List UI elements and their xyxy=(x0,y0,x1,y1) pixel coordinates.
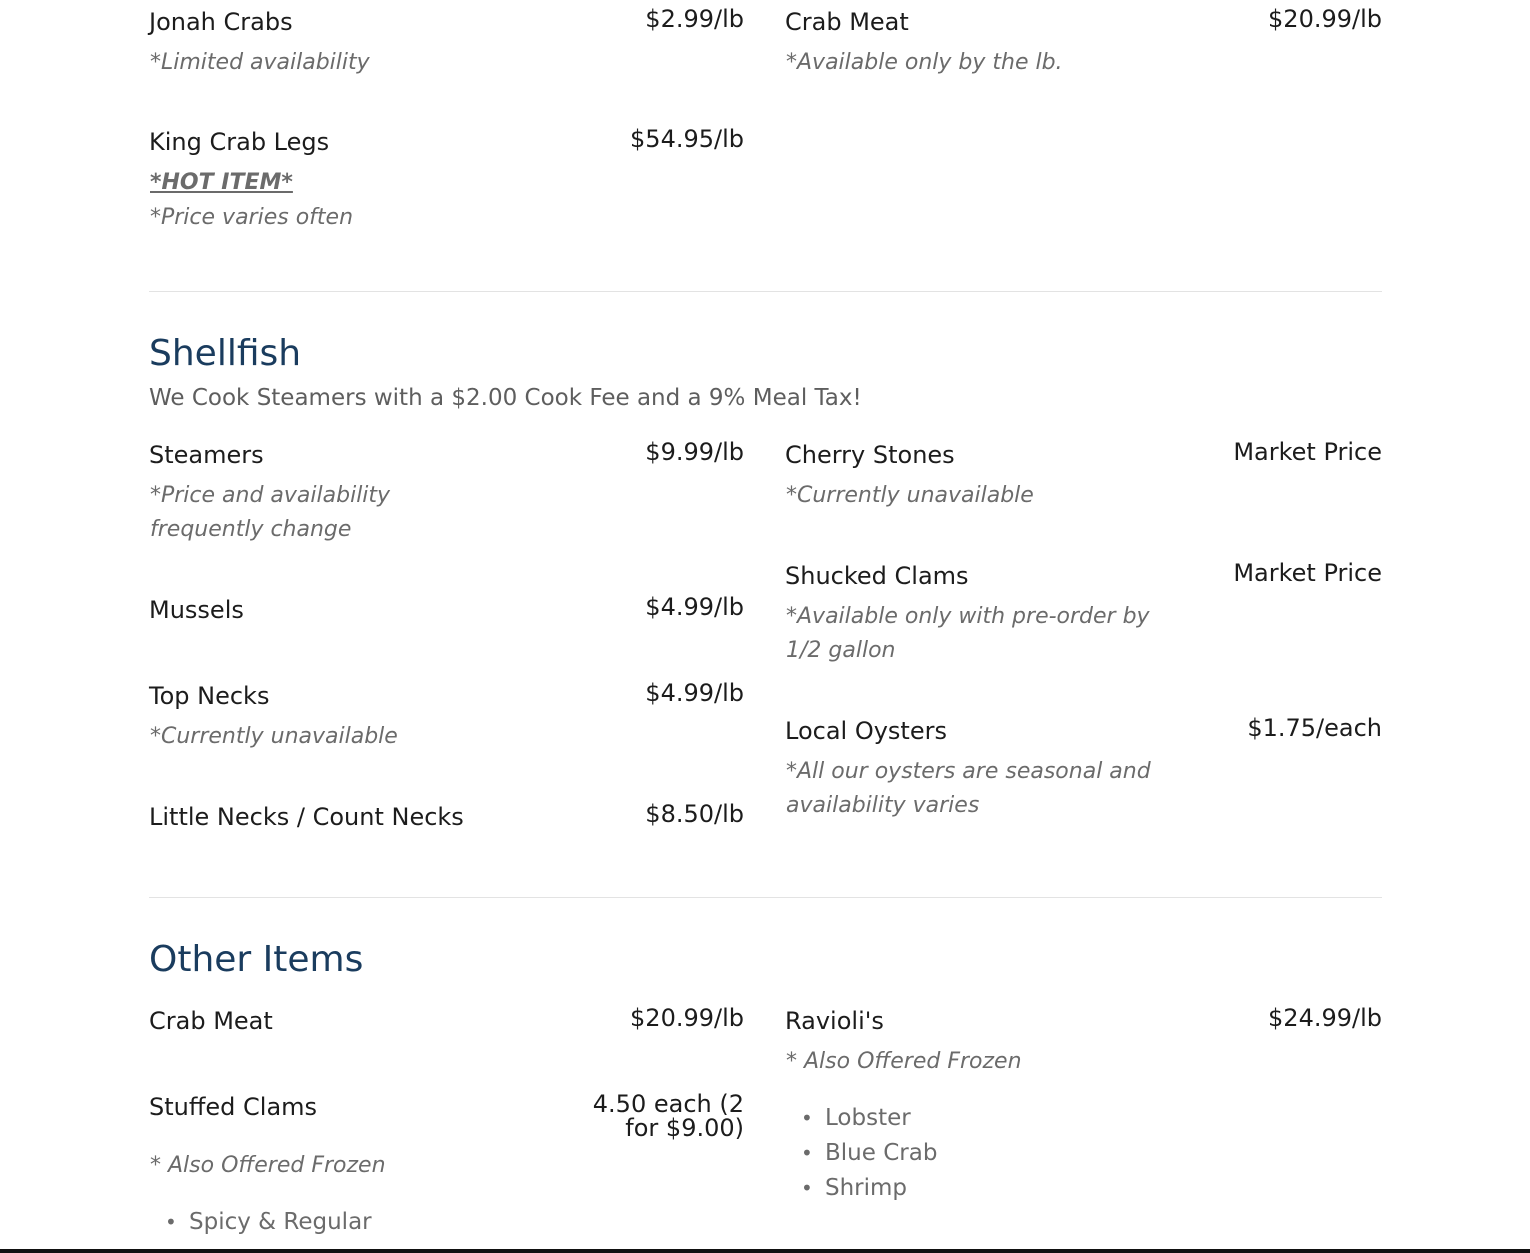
item-note-steamers: *Price and availability frequently change xyxy=(150,483,391,542)
item-price-cherry-stones: Market Price xyxy=(1233,438,1382,466)
item-note-cherry-stones: *Currently unavailable xyxy=(786,483,1034,508)
item-note-shucked-clams: *Available only with pre-order by 1/2 gallon xyxy=(786,604,1150,663)
item-name-little-necks: Little Necks / Count Necks xyxy=(149,803,464,831)
item-price-shucked-clams: Market Price xyxy=(1233,559,1382,587)
item-price-steamers: $9.99/lb xyxy=(645,438,744,466)
section-divider xyxy=(149,897,1382,898)
item-note-top-necks: *Currently unavailable xyxy=(150,724,398,749)
item-price-little-necks: $8.50/lb xyxy=(645,800,744,828)
item-note-local-oysters: *All our oysters are seasonal and availability varies xyxy=(786,759,1151,818)
list-item: • Shrimp xyxy=(785,1171,937,1206)
item-note-stuffed-clams: * Also Offered Frozen xyxy=(150,1153,386,1178)
item-price-stuffed-clams: 4.50 each (2 for $9.00) xyxy=(592,1090,744,1142)
section-title-other-items: Other Items xyxy=(149,939,364,980)
item-name-jonah-crabs: Jonah Crabs xyxy=(149,8,293,36)
item-price-jonah-crabs: $2.99/lb xyxy=(645,5,744,33)
item-name-local-oysters: Local Oysters xyxy=(785,717,947,745)
list-item: • Blue Crab xyxy=(785,1136,937,1171)
window-bottom-edge xyxy=(0,1249,1530,1253)
item-name-shucked-clams: Shucked Clams xyxy=(785,562,969,590)
item-price-mussels: $4.99/lb xyxy=(645,593,744,621)
list-item: • Lobster xyxy=(785,1101,937,1136)
item-note-jonah-crabs: *Limited availability xyxy=(150,50,370,75)
item-name-other-crab-meat: Crab Meat xyxy=(149,1007,273,1035)
section-title-shellfish: Shellfish xyxy=(149,333,302,374)
hot-item-badge: *HOT ITEM* xyxy=(150,170,293,195)
item-name-steamers: Steamers xyxy=(149,441,264,469)
item-price-top-necks: $4.99/lb xyxy=(645,679,744,707)
section-subtitle-shellfish: We Cook Steamers with a $2.00 Cook Fee and a 9% Meal Tax! xyxy=(149,385,862,411)
item-name-king-crab-legs: King Crab Legs xyxy=(149,128,330,156)
item-price-other-crab-meat: $20.99/lb xyxy=(630,1004,744,1032)
item-name-cherry-stones: Cherry Stones xyxy=(785,441,955,469)
item-name-top-necks: Top Necks xyxy=(149,682,270,710)
item-note-king-crab-legs: *Price varies often xyxy=(150,205,354,230)
item-price-local-oysters: $1.75/each xyxy=(1247,714,1382,742)
item-name-stuffed-clams: Stuffed Clams xyxy=(149,1093,318,1121)
item-name-raviolis: Ravioli's xyxy=(785,1007,884,1035)
item-price-king-crab-legs: $54.95/lb xyxy=(630,125,744,153)
stuffed-clams-variety-list xyxy=(149,1205,372,1240)
raviolis-flavor-list xyxy=(785,1101,937,1206)
item-price-raviolis: $24.99/lb xyxy=(1268,1004,1382,1032)
item-price-crab-meat: $20.99/lb xyxy=(1268,5,1382,33)
item-note-raviolis: * Also Offered Frozen xyxy=(786,1049,1022,1074)
item-note-crab-meat: *Available only by the lb. xyxy=(786,50,1063,75)
list-item: • Spicy & Regular xyxy=(149,1205,372,1240)
item-name-crab-meat: Crab Meat xyxy=(785,8,909,36)
item-name-mussels: Mussels xyxy=(149,596,244,624)
section-divider xyxy=(149,291,1382,292)
